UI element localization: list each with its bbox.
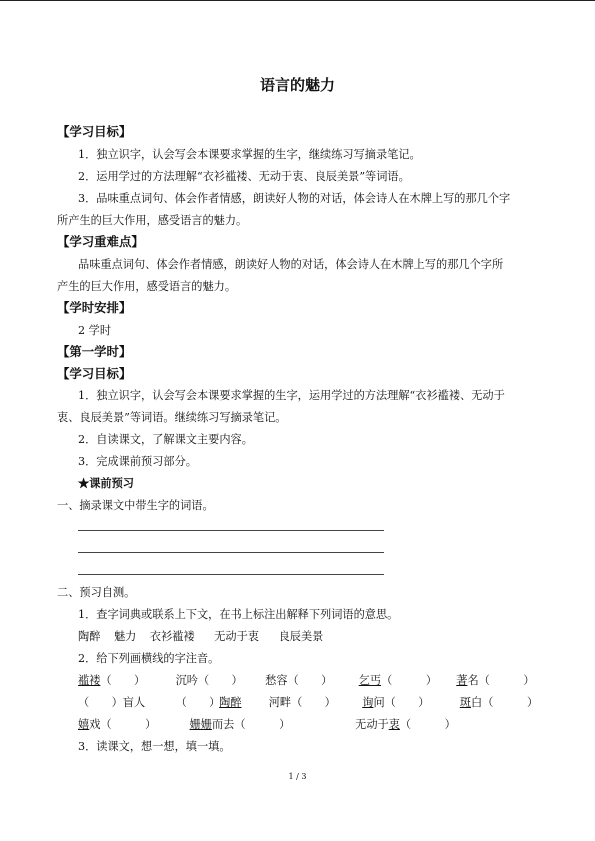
pinyin-row (78, 716, 456, 732)
goal2-line: 3．完成课前预习部分。 (78, 455, 197, 468)
blank: （ ） (381, 674, 438, 687)
page-title: 语言的魅力 (259, 76, 335, 94)
underlined-char: 陶醉 (219, 696, 242, 709)
section-one: 一、摘录课文中带生字的词语。 (57, 499, 214, 512)
goal2-line: 1．独立识字，认会写会本课要求掌握的生字，运用学过的方法理解“衣衫褴褛、无动于 (78, 389, 505, 402)
goal-line: 1．独立识字，认会写会本课要求掌握的生字，继续练习写摘录笔记。 (78, 148, 421, 161)
section-heading-goals2: 【学习目标】 (57, 366, 132, 381)
answer-line (78, 530, 384, 531)
blank: 沉吟（ ） (175, 674, 243, 687)
blank: 而去（ ） (211, 718, 291, 731)
goal-line: 所产生的巨大作用，感受语言的魅力。 (57, 214, 248, 227)
word: 魅力 (113, 630, 137, 643)
word: 衣衫褴褛 (149, 630, 195, 643)
underlined-char: 姗姗 (189, 718, 212, 731)
section-heading-key: 【学习重难点】 (57, 234, 144, 249)
blank: （ ）盲人 (78, 696, 146, 709)
goal2-line: 2．自读课文，了解课文主要内容。 (78, 433, 253, 446)
page-number: 1 / 3 (288, 772, 307, 781)
blank: 白（ ） (471, 696, 539, 709)
blank: 无动于 (355, 718, 389, 731)
word: 陶醉 (78, 630, 101, 643)
key-line: 品味重点词句、体会作者情感，朗读好人物的对话，体会诗人在木牌上写的那几个字所 (78, 258, 504, 271)
section-two: 二、预习自测。 (57, 586, 136, 599)
underlined-char: 询 (362, 696, 374, 709)
answer-line (78, 552, 384, 553)
goal-line: 3．品味重点词句、体会作者情感，朗读好人物的对话，体会诗人在木牌上写的那几个字 (78, 192, 511, 205)
underlined-char: 褴褛 (78, 674, 101, 687)
blank: 问（ ） (373, 696, 430, 709)
section-heading-hours: 【学时安排】 (57, 300, 132, 315)
section-heading-lesson: 【第一学时】 (57, 344, 132, 359)
blank: （ ） (100, 674, 146, 687)
question-two: 2．给下列画横线的字注音。 (78, 652, 220, 665)
key-line: 产生的巨大作用，感受语言的魅力。 (57, 280, 237, 293)
preview-heading: ★课前预习 (78, 476, 134, 490)
underlined-char: 嬉 (78, 718, 90, 731)
answer-line (78, 574, 384, 575)
underlined-char: 乞丐 (358, 674, 382, 687)
word: 良辰美景 (278, 630, 324, 643)
section-heading-goals: 【学习目标】 (57, 124, 132, 139)
word: 无动于衷 (214, 630, 259, 643)
underlined-char: 衷 (388, 718, 400, 731)
blank: 名（ ） (467, 674, 535, 687)
blank: 愁容（ ） (265, 674, 333, 687)
goal2-line: 衷、良辰美景”等词语。继续练习写摘录笔记。 (57, 411, 287, 424)
pinyin-row (78, 694, 538, 710)
question-three: 3．读课文，想一想，填一填。 (78, 740, 231, 753)
pinyin-row (78, 672, 535, 688)
question-one: 1．查字词典或联系上下文，在书上标注出解释下列词语的意思。 (78, 608, 399, 621)
hours-text: 2 学时 (78, 324, 112, 337)
underlined-char: 著 (456, 674, 468, 687)
blank: 戏（ ） (89, 718, 157, 731)
blank: 河畔（ ） (268, 696, 336, 709)
top-rule (0, 0, 595, 1)
blank: （ ） (399, 718, 456, 731)
goal-line: 2．运用学过的方法理解“衣衫褴褛、无动于衷、良辰美景”等词语。 (78, 170, 410, 183)
word-list (78, 628, 323, 644)
blank: （ ） (175, 696, 221, 709)
underlined-char: 斑 (459, 696, 472, 709)
